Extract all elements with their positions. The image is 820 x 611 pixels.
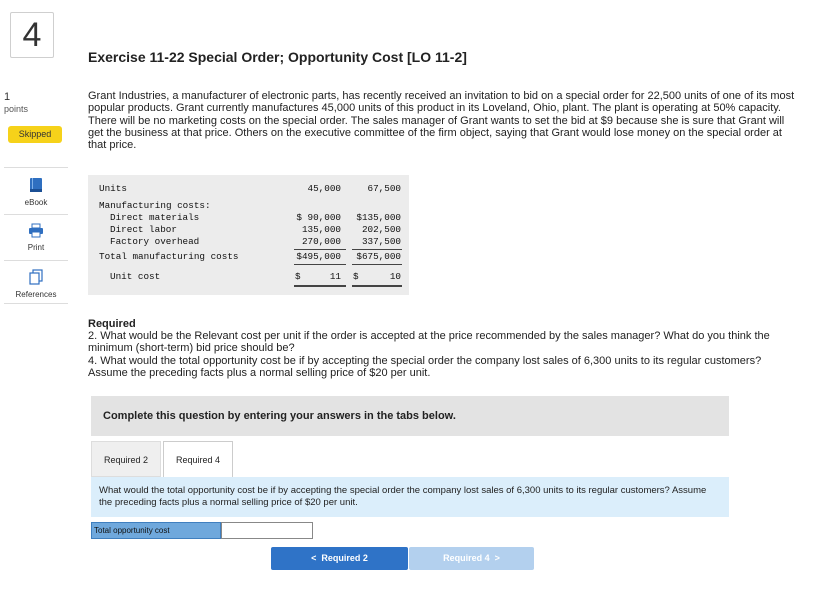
cell-value: 11 bbox=[329, 271, 341, 282]
unit-cost-rule bbox=[294, 285, 346, 287]
currency-symbol: $ bbox=[295, 271, 301, 282]
cell-value: 202,500 bbox=[361, 224, 401, 235]
required-item-2: 2. What would be the Relevant cost per unit if the order is accepted at the price recommended by the sales manager? What do you think the minimum (short-term) bid price should be? bbox=[88, 330, 770, 355]
cell-value: $675,000 bbox=[356, 251, 401, 262]
table-row bbox=[88, 251, 409, 263]
exercise-intro: Grant Industries, a manufacturer of electronic parts, has recently received an invitation to bid on a special order for 22,500 units of one of its most popular products. Grant currently manufactures 45,000 units of this product in its Loveland, Ohio, plant. The plant is operating at 50% capacity. There will be no marketing costs on the special order. The sales manager of Grant wants to set the bid at $9 because she is sure that Grant will get the business at that price. Others on the executive committee of the firm object, saying that Grant would lose money on the special order at that price. bbox=[88, 90, 795, 152]
required-text bbox=[88, 330, 800, 379]
table-row bbox=[88, 200, 409, 212]
answer-label: Total opportunity cost bbox=[91, 522, 221, 539]
prev-required-button[interactable] bbox=[271, 547, 408, 570]
status-badge: Skipped bbox=[8, 126, 62, 143]
subtotal-rule bbox=[352, 249, 402, 250]
sidebar-item-ebook[interactable] bbox=[4, 177, 68, 207]
sidebar-item-label: References bbox=[15, 290, 57, 299]
row-label: Direct labor bbox=[110, 224, 177, 235]
table-row bbox=[88, 271, 409, 283]
cell-value: $ 90,000 bbox=[296, 212, 341, 223]
sidebar-divider bbox=[4, 303, 68, 304]
row-label: Direct materials bbox=[110, 212, 200, 223]
printer-icon bbox=[4, 223, 68, 240]
cell-value: 45,000 bbox=[307, 183, 341, 194]
row-label: Total manufacturing costs bbox=[99, 251, 239, 262]
sidebar-divider bbox=[4, 260, 68, 261]
active-question-text: What would the total opportunity cost be if by accepting the special order the company lost sales of 6,300 units to its regular customers? Assume the preceding facts plus a normal selling price of $20 per unit. bbox=[91, 477, 729, 517]
total-rule bbox=[294, 264, 346, 265]
chevron-right-icon: > bbox=[489, 553, 500, 563]
points-label: points bbox=[4, 104, 29, 114]
row-label: Manufacturing costs: bbox=[99, 200, 211, 211]
table-row bbox=[88, 183, 409, 195]
row-label: Unit cost bbox=[110, 271, 161, 282]
row-label: Factory overhead bbox=[110, 236, 200, 247]
subtotal-rule bbox=[294, 249, 346, 250]
question-number: 4 bbox=[10, 12, 54, 58]
exercise-title: Exercise 11-22 Special Order; Opportunity Cost [LO 11-2] bbox=[88, 49, 467, 65]
table-row bbox=[88, 236, 409, 248]
sidebar-divider bbox=[4, 214, 68, 215]
row-label: Units bbox=[99, 183, 127, 194]
unit-cost-rule bbox=[352, 285, 402, 287]
required-item-4: 4. What would the total opportunity cost be if by accepting the special order the company lost sales of 6,300 units to its regular customers? Assume the preceding facts plus a normal selling price of $20 per unit. bbox=[88, 354, 762, 379]
prev-button-label: Required 2 bbox=[321, 553, 368, 563]
cost-table bbox=[88, 175, 409, 295]
cell-value: $135,000 bbox=[356, 212, 401, 223]
sidebar-divider bbox=[4, 167, 68, 168]
currency-symbol: $ bbox=[353, 271, 359, 282]
cell-value: 337,500 bbox=[361, 236, 401, 247]
instruction-banner: Complete this question by entering your answers in the tabs below. bbox=[91, 396, 729, 436]
cell-value: 67,500 bbox=[367, 183, 401, 194]
next-button-label: Required 4 bbox=[443, 553, 490, 563]
cell-value: 135,000 bbox=[301, 224, 341, 235]
sidebar-item-print[interactable] bbox=[4, 223, 68, 252]
chevron-left-icon: < bbox=[311, 553, 322, 563]
next-required-button[interactable] bbox=[409, 547, 534, 570]
total-rule bbox=[352, 264, 402, 265]
table-row bbox=[88, 224, 409, 236]
book-icon bbox=[4, 177, 68, 195]
tab-required-2[interactable]: Required 2 bbox=[91, 441, 161, 477]
sidebar-item-label: eBook bbox=[24, 198, 48, 207]
sidebar-item-references[interactable] bbox=[4, 269, 68, 299]
cell-value: $495,000 bbox=[296, 251, 341, 262]
cell-value: 270,000 bbox=[301, 236, 341, 247]
required-heading: Required bbox=[88, 318, 136, 330]
total-opportunity-cost-input[interactable] bbox=[221, 522, 313, 539]
references-icon bbox=[4, 269, 68, 287]
table-row bbox=[88, 212, 409, 224]
points-value: 1 bbox=[4, 91, 11, 103]
tab-required-4[interactable]: Required 4 bbox=[163, 441, 233, 478]
cell-value: 10 bbox=[389, 271, 401, 282]
sidebar-item-label: Print bbox=[27, 243, 45, 252]
